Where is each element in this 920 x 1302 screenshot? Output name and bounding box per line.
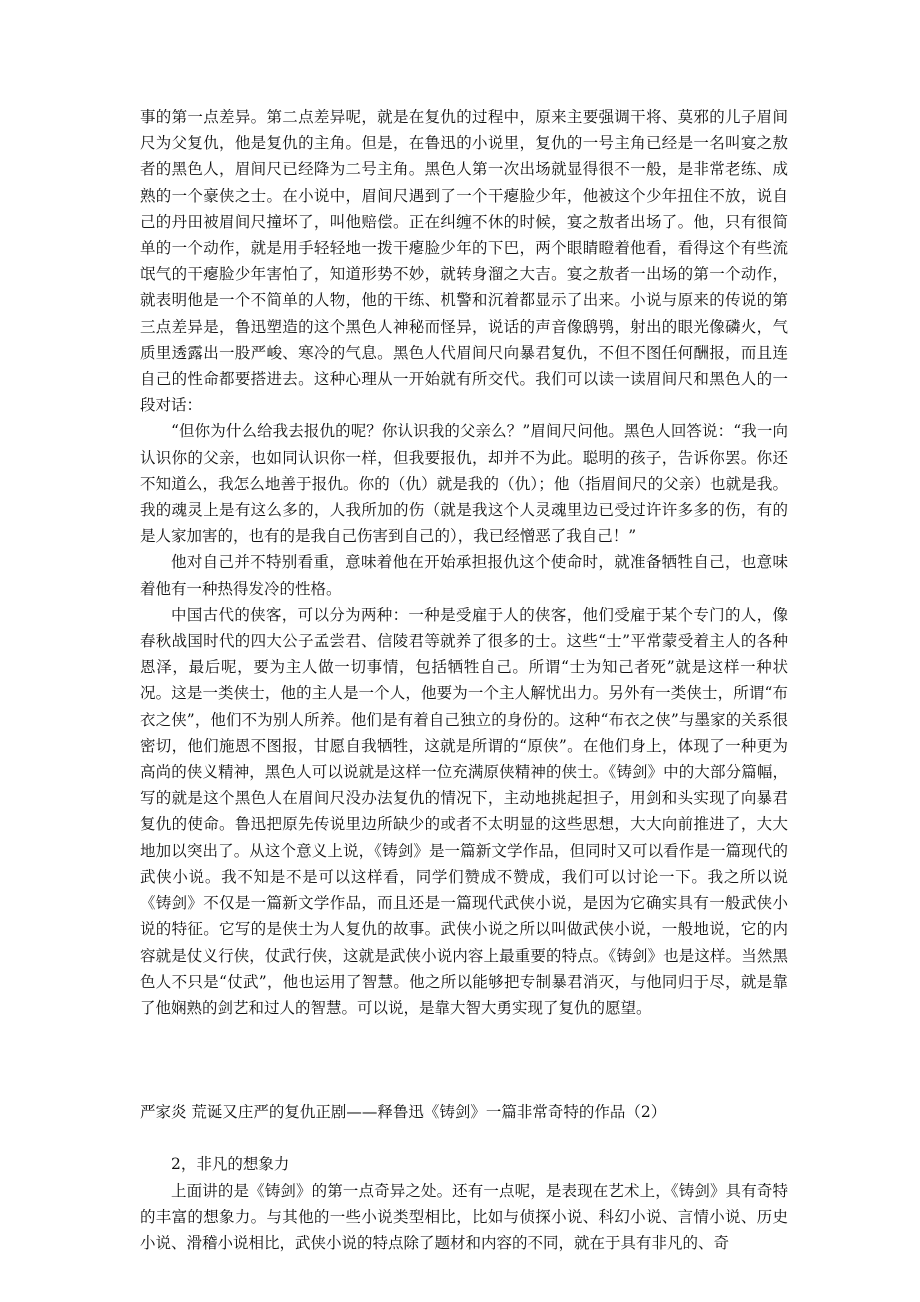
subheading: 2，非凡的想象力 [171,1155,290,1174]
heading-gap [140,1125,788,1151]
document-page [140,104,788,1256]
section-heading: 严家炎 荒诞又庄严的复仇正剧——释鲁迅《铸剑》一篇非常奇特的作品（2） [140,1103,667,1122]
paragraph-dialogue: “但你为什么给我去报仇的呢？你认识我的父亲么？”眉间尺问他。黑色人回答说：“我一向认识你的父亲，也如同认识你一样，但我要报仇，却并不为此。聪明的孩子，告诉你罢。你还不知道么，我怎么地善于报仇。你的（仇）就是我的（仇）；他（指眉间尺的父亲）也就是我。我的魂灵上是有这么多的，人我所加的伤（就是我这个人灵魂里边已受过许许多多的伤，有的是人家加害的，也有的是我自己伤害到自己的），我已经憎恶了我自己！” [140,422,788,546]
paragraph-continuation: 事的第一点差异。第二点差异呢，就是在复仇的过程中，原来主要强调干将、莫邪的儿子眉间尺为父复仇，他是复仇的主角。但是，在鲁迅的小说里，复仇的一号主角已经是一名叫宴之敖者的黑色人，眉间尺已经降为二号主角。黑色人第一次出场就显得很不一般，是非常老练、成熟的一个豪侠之士。在小说中，眉间尺遇到了一个干瘪脸少年，他被这个少年扭住不放，说自己的丹田被眉间尺撞坏了，叫他赔偿。正在纠缠不休的时候，宴之敖者出场了。他，只有很简单的一个动作，就是用手轻轻地一拨干瘪脸少年的下巴，两个眼睛瞪着他看，看得这个有些流氓气的干瘪脸少年害怕了，知道形势不妙，就转身溜之大吉。宴之敖者一出场的第一个动作，就表明他是一个不简单的人物，他的干练、机警和沉着都显示了出来。小说与原来的传说的第三点差异是，鲁迅塑造的这个黑色人神秘而怪异，说话的声音像鸱鸮，射出的眼光像磷火，气质里透露出一股严峻、寒冷的气息。黑色人代眉间尺向暴君复仇，不但不图任何酬报，而且连自己的性命都要搭进去。这种心理从一开始就有所交代。我们可以读一读眉间尺和黑色人的一段对话： [140,108,788,415]
paragraph-character-note: 他对自己并不特别看重，意味着他在开始承担报仇这个使命时，就准备牺牲自己，也意味着他有一种热得发冷的性格。 [140,553,788,598]
paragraph-xia-types: 中国古代的侠客，可以分为两种：一种是受雇于人的侠客，他们受雇于某个专门的人，像春秋战国时代的四大公子孟尝君、信陵君等就养了很多的士。这些“士”平常蒙受着主人的各种恩泽，最后呢，要为主人做一切事情，包括牺牲自己。所谓“士为知己者死”就是这样一种状况。这是一类侠士，他的主人是一个人，他要为一个主人解忧出力。另外有一类侠士，所谓“布衣之侠”，他们不为别人所养。他们是有着自己独立的身份的。这种“布衣之侠”与墨家的关系很密切，他们施恩不图报，甘愿自我牺牲，这就是所谓的“原侠”。在他们身上，体现了一种更为高尚的侠义精神，黑色人可以说就是这样一位充满原侠精神的侠士。《铸剑》中的大部分篇幅，写的就是这个黑色人在眉间尺没办法复仇的情况下，主动地挑起担子，用剑和头实现了向暴君复仇的使命。鲁迅把原先传说里边所缺少的或者不太明显的这些思想，大大向前推进了，大大地加以突出了。从这个意义上说，《铸剑》是一篇新文学作品，但同时又可以看作是一篇现代的武侠小说。我不知是不是可以这样看，同学们赞成不赞成，我们可以讨论一下。我之所以说《铸剑》不仅是一篇新文学作品，而且还是一篇现代武侠小说，是因为它确实具有一般武侠小说的特征。它写的是侠士为人复仇的故事。武侠小说之所以叫做武侠小说，一般地说，它的内容就是仗义行侠，仗武行侠，这就是武侠小说内容上最重要的特点。《铸剑》也是这样。当然黑色人不只是“仗武”，他也运用了智慧。他之所以能够把专制暴君消灭，与他同归于尽，就是靠了他娴熟的剑艺和过人的智慧。可以说，是靠大智大勇实现了复仇的愿望。 [140,605,788,1017]
paragraph-imagination: 上面讲的是《铸剑》的第一点奇异之处。还有一点呢，是表现在艺术上，《铸剑》具有奇特的丰富的想象力。与其他的一些小说类型相比，比如与侦探小说、科幻小说、言情小说、历史小说、滑稽小说相比，武侠小说的特点除了题材和内容的不同，就在于具有非凡的、奇 [140,1181,788,1252]
section-gap [140,1021,788,1099]
